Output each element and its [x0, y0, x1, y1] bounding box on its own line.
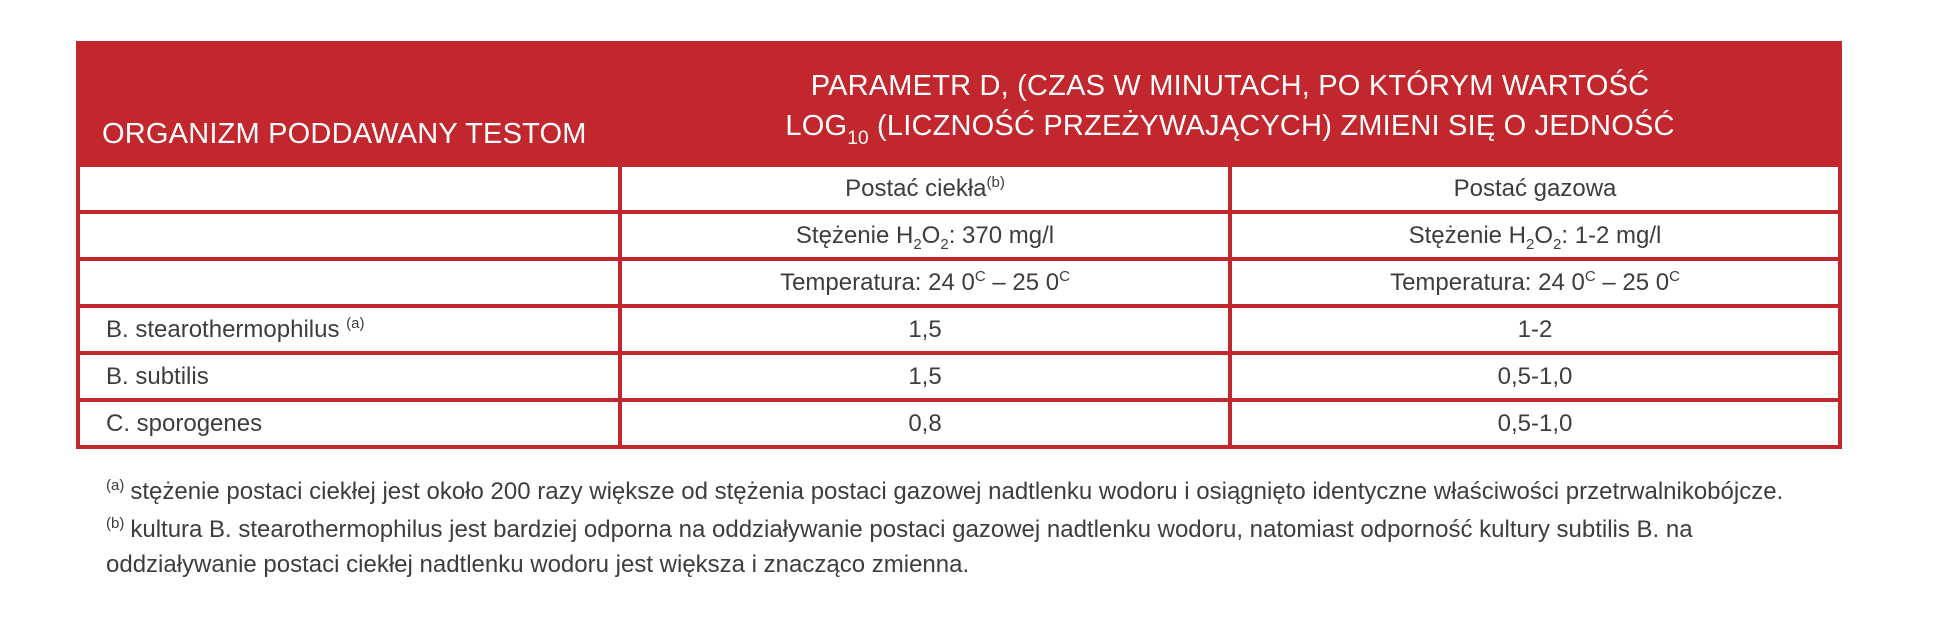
cell-temperature-gas — [1230, 259, 1840, 306]
conc-gas-value: : 1-2 mg/l — [1561, 221, 1662, 249]
liquid-value-cell: 0,8 — [620, 400, 1230, 447]
header-log-base: 10 — [847, 128, 869, 149]
gas-value-cell: 0,5-1,0 — [1230, 353, 1840, 400]
footnote-b — [106, 512, 1846, 582]
footnote-text: stężenie postaci ciekłej jest około 200 razy większe od stężenia postaci gazowej nadtlenku wodoru i osiągnięto identyczne właściwości przetrwalnikobójcze. — [130, 478, 1784, 505]
footnote-text: kultura B. stearothermophilus jest bardziej odporna na oddziaływanie postaci gazowej nadtlenku wodoru, natomiast odporność kultury subtilis B. na oddziaływanie postaci ciekłej nadtlenku wodoru jest większa i znacząco zmienna. — [106, 516, 1693, 578]
organism-name: C. sporogenes — [106, 409, 263, 437]
table-row-concentration — [78, 212, 1840, 259]
cell-form-gas: Postać gazowa — [1230, 165, 1840, 212]
conc-sub-h: 2 — [1526, 235, 1535, 253]
header-log-text: LOG — [785, 110, 848, 142]
empty-cell — [78, 165, 620, 212]
conc-sub-o: 2 — [940, 235, 949, 253]
cell-form-liquid — [620, 165, 1230, 212]
temp-unit: C — [1059, 267, 1070, 285]
organism-cell — [78, 400, 620, 447]
cell-concentration-liquid — [620, 212, 1230, 259]
organism-name: B. subtilis — [106, 362, 209, 390]
header-parameter-line2 — [622, 106, 1838, 149]
header-organism: ORGANIZM PODDAWANY TESTOM — [78, 43, 620, 165]
conc-sub-h: 2 — [913, 235, 922, 253]
liquid-value-cell: 1,5 — [620, 353, 1230, 400]
empty-cell — [78, 259, 620, 306]
footnote-mark: (a) — [106, 477, 125, 494]
organism-cell — [78, 306, 620, 353]
header-parameter — [620, 43, 1840, 165]
form-liquid-label: Postać ciekła — [845, 174, 987, 202]
organism-footnote-ref: (a) — [346, 314, 365, 332]
conc-prefix: Stężenie H — [1408, 221, 1526, 249]
liquid-value-cell: 1,5 — [620, 306, 1230, 353]
cell-concentration-gas — [1230, 212, 1840, 259]
footnotes — [106, 474, 1846, 585]
table-row — [78, 400, 1840, 447]
temp-prefix: Temperatura: 24 0 — [780, 268, 975, 296]
footnote-mark: (b) — [106, 515, 125, 532]
conc-o: O — [921, 221, 941, 249]
gas-value-cell: 0,5-1,0 — [1230, 400, 1840, 447]
temp-mid: – 25 0 — [985, 268, 1060, 296]
conc-prefix: Stężenie H — [795, 221, 914, 249]
table-row-form — [78, 165, 1840, 212]
table-header — [78, 43, 1840, 165]
temp-unit: C — [1669, 267, 1680, 285]
form-liquid-footnote-ref: (b) — [986, 173, 1005, 191]
d-value-table — [76, 41, 1842, 449]
table-row — [78, 306, 1840, 353]
gas-value-cell: 1-2 — [1230, 306, 1840, 353]
table-row-temperature — [78, 259, 1840, 306]
cell-temperature-liquid — [620, 259, 1230, 306]
organism-name: B. stearothermophilus — [106, 315, 347, 343]
temp-mid: – 25 0 — [1595, 268, 1670, 296]
table-header-row — [78, 43, 1840, 165]
footnote-a — [106, 474, 1846, 509]
header-parameter-line2-rest: (LICZNOŚĆ PRZEŻYWAJĄCYCH) ZMIENI SIĘ O JEDNOŚĆ — [868, 110, 1675, 142]
organism-cell — [78, 353, 620, 400]
d-value-table-container — [76, 41, 1838, 449]
table-row — [78, 353, 1840, 400]
header-parameter-line1: PARAMETR D, (CZAS W MINUTACH, PO KTÓRYM WARTOŚĆ — [810, 70, 1650, 102]
temp-unit: C — [1584, 267, 1596, 285]
conc-o: O — [1534, 221, 1554, 249]
conc-sub-o: 2 — [1553, 235, 1562, 253]
temp-prefix: Temperatura: 24 0 — [1390, 268, 1585, 296]
temp-unit: C — [974, 267, 986, 285]
table-body — [78, 165, 1840, 447]
conc-liquid-value: : 370 mg/l — [948, 221, 1055, 249]
empty-cell — [78, 212, 620, 259]
